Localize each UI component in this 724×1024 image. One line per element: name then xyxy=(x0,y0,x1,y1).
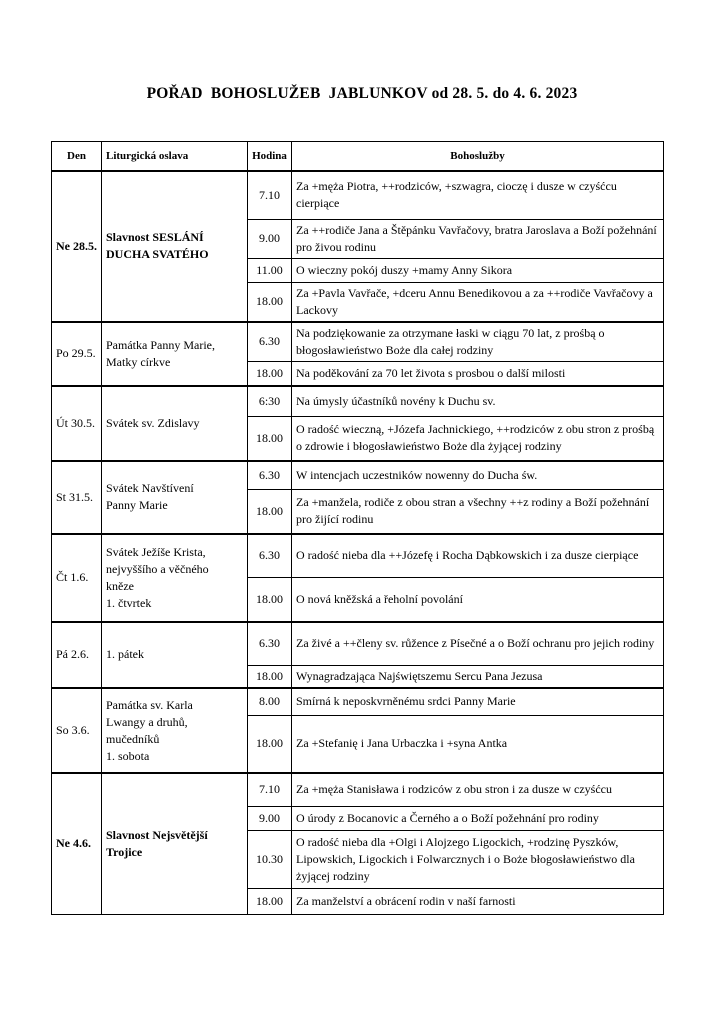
schedule-table xyxy=(51,141,664,915)
hour-cell: 7.10 xyxy=(248,171,292,219)
schedule-row xyxy=(52,688,664,715)
schedule-row xyxy=(52,534,664,578)
mass-intention-cell: O radość nieba dla ++Józefę i Rocha Dąbkowskich i za dusze cierpiące xyxy=(292,534,664,578)
liturgy-line: Slavnost SESLÁNÍ xyxy=(106,230,204,245)
liturgy-cell xyxy=(102,534,248,622)
mass-intention-cell: Za manželství a obrácení rodin v naší farnosti xyxy=(292,888,664,914)
mass-intention-cell: Za +męża Piotra, ++rodziców, +szwagra, cioczę i dusze w czyśćcu cierpiące xyxy=(292,171,664,219)
day-cell: So 3.6. xyxy=(52,688,102,773)
hour-cell: 18.00 xyxy=(248,666,292,689)
header-row xyxy=(52,142,664,172)
hour-cell: 11.00 xyxy=(248,258,292,282)
hour-cell: 8.00 xyxy=(248,688,292,715)
liturgy-line: Svátek Ježíše Krista, xyxy=(106,544,206,559)
day-cell: Ne 4.6. xyxy=(52,773,102,914)
mass-intention-cell: O wieczny pokój duszy +mamy Anny Sikora xyxy=(292,258,664,282)
hour-cell: 6.30 xyxy=(248,322,292,362)
hour-cell: 6.30 xyxy=(248,622,292,666)
header-masses: Bohoslužby xyxy=(292,142,664,172)
liturgy-cell xyxy=(102,773,248,914)
liturgy-cell xyxy=(102,461,248,534)
liturgy-line: Svátek sv. Zdislavy xyxy=(106,415,200,430)
mass-intention-cell: Za +Pavla Vavřače, +dceru Annu Benedikovou a za ++rodiče Vavřačovy a Lackovy xyxy=(292,282,664,322)
schedule-row xyxy=(52,171,664,219)
schedule-row xyxy=(52,461,664,490)
liturgy-line: 1. pátek xyxy=(106,647,144,662)
liturgy-line: nejvyššího a věčného xyxy=(106,561,209,576)
mass-intention-cell: O radość nieba dla +Olgi i Alojzego Ligockich, +rodzinę Pyszków, Lipowskich, Ligockich i Folwarcznych i o Boże błogosławieństwo dla żyjącej rodziny xyxy=(292,830,664,888)
mass-intention-cell: O radość wieczną, +Józefa Jachnickiego, ++rodziców z obu stron z prośbą o zdrowie i błogosławieństwo Boże dla żyjącej rodziny xyxy=(292,417,664,461)
hour-cell: 9.00 xyxy=(248,219,292,258)
liturgy-line: Slavnost Nejsvětější xyxy=(106,827,208,842)
mass-intention-cell: O úrody z Bocanovic a Černého a o Boží požehnání pro rodiny xyxy=(292,806,664,830)
mass-intention-cell: Za ++rodiče Jana a Štěpánku Vavřačovy, bratra Jaroslava a Boží požehnání pro živou rodinu xyxy=(292,219,664,258)
hour-cell: 18.00 xyxy=(248,282,292,322)
day-cell: Čt 1.6. xyxy=(52,534,102,622)
hour-cell: 18.00 xyxy=(248,362,292,386)
liturgy-cell xyxy=(102,171,248,322)
hour-cell: 9.00 xyxy=(248,806,292,830)
liturgy-line: 1. sobota xyxy=(106,748,150,763)
mass-intention-cell: W intencjach uczestników nowenny do Ducha św. xyxy=(292,461,664,490)
hour-cell: 6.30 xyxy=(248,534,292,578)
hour-cell: 10.30 xyxy=(248,830,292,888)
liturgy-line: Lwangy a druhů, xyxy=(106,714,188,729)
liturgy-cell xyxy=(102,386,248,461)
liturgy-line: Matky církve xyxy=(106,354,171,369)
day-cell: Ne 28.5. xyxy=(52,171,102,322)
schedule-row xyxy=(52,622,664,666)
mass-intention-cell: O nová kněžská a řeholní povolání xyxy=(292,578,664,622)
mass-intention-cell: Za živé a ++členy sv. růžence z Písečné a o Boží ochranu pro jejich rodiny xyxy=(292,622,664,666)
liturgy-cell xyxy=(102,322,248,386)
liturgy-line: Svátek Navštívení xyxy=(106,481,194,495)
mass-intention-cell: Za +męża Stanisława i rodziców z obu stron i za dusze w czyśćcu xyxy=(292,773,664,806)
liturgy-cell xyxy=(102,688,248,773)
mass-intention-cell: Na podziękowanie za otrzymane łaski w ciągu 70 lat, z prośbą o błogosławieństwo Boże dla całej rodziny xyxy=(292,322,664,362)
schedule-row xyxy=(52,322,664,362)
day-cell: St 31.5. xyxy=(52,461,102,534)
hour-cell: 18.00 xyxy=(248,888,292,914)
liturgy-line: Panny Marie xyxy=(106,498,168,512)
liturgy-line: 1. čtvrtek xyxy=(106,595,152,610)
liturgy-line: Památka sv. Karla xyxy=(106,697,193,712)
schedule-row xyxy=(52,773,664,806)
liturgy-line: Památka Panny Marie, xyxy=(106,337,215,352)
mass-intention-cell: Na poděkování za 70 let života s prosbou o další milosti xyxy=(292,362,664,386)
liturgy-line: Trojice xyxy=(106,844,143,859)
day-cell: Po 29.5. xyxy=(52,322,102,386)
hour-cell: 18.00 xyxy=(248,417,292,461)
schedule-body xyxy=(52,171,664,914)
liturgy-line: mučedníků xyxy=(106,731,160,746)
header-liturgy: Liturgická oslava xyxy=(102,142,248,172)
hour-cell: 6.30 xyxy=(248,461,292,490)
liturgy-line: DUCHA SVATÉHO xyxy=(106,247,209,262)
liturgy-cell xyxy=(102,622,248,689)
mass-intention-cell: Za +Stefanię i Jana Urbaczka i +syna Antka xyxy=(292,715,664,773)
header-hour: Hodina xyxy=(248,142,292,172)
page-title: POŘAD BOHOSLUŽEB JABLUNKOV od 28. 5. do 4. 6. 2023 xyxy=(146,85,578,102)
day-cell: Út 30.5. xyxy=(52,386,102,461)
hour-cell: 18.00 xyxy=(248,490,292,534)
schedule-row xyxy=(52,386,664,417)
hour-cell: 18.00 xyxy=(248,578,292,622)
mass-intention-cell: Wynagradzająca Najświętszemu Sercu Pana Jezusa xyxy=(292,666,664,689)
mass-intention-cell: Na úmysly účastníků novény k Duchu sv. xyxy=(292,386,664,417)
liturgy-line: kněze xyxy=(106,578,134,593)
hour-cell: 6:30 xyxy=(248,386,292,417)
hour-cell: 18.00 xyxy=(248,715,292,773)
mass-intention-cell: Smírná k neposkvrněnému srdci Panny Marie xyxy=(292,688,664,715)
mass-intention-cell: Za +manžela, rodiče z obou stran a všechny ++z rodiny a Boží požehnání pro žijící rodinu xyxy=(292,490,664,534)
header-day: Den xyxy=(52,142,102,172)
day-cell: Pá 2.6. xyxy=(52,622,102,689)
hour-cell: 7.10 xyxy=(248,773,292,806)
